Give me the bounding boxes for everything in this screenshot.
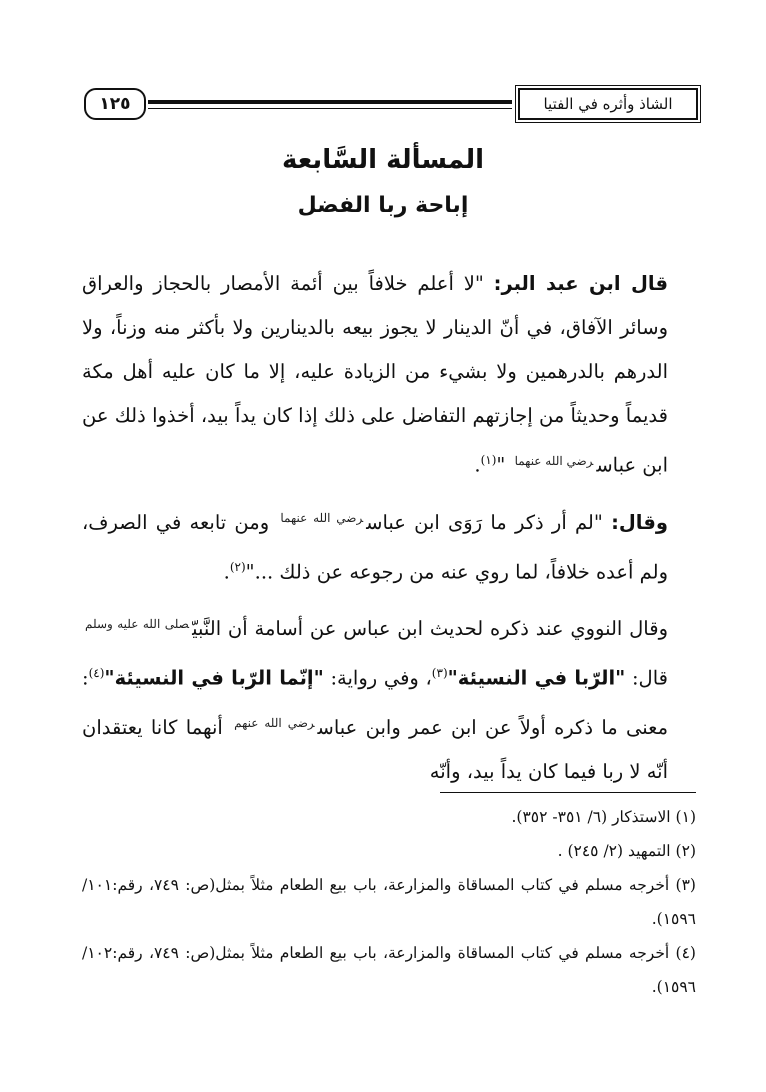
footnote-number: (٣)	[675, 876, 696, 894]
quote-end: "	[496, 453, 512, 477]
body-sentence: ، وفي رواية:	[323, 666, 432, 690]
body-sentence: أنهما كانا يعتقدان أنّه لا ربا فيما كان يداً بيد، وأنّه	[82, 715, 668, 783]
body-sentence: قال:	[625, 666, 668, 690]
footnote-3	[82, 868, 696, 936]
book-title: الشاذ وأثره في الفتيا	[543, 95, 673, 113]
period: .	[474, 453, 481, 477]
honorific: صلى الله عليه وسلم	[85, 617, 190, 631]
honorific: رضي الله عنهما	[280, 510, 364, 525]
footnote-1	[82, 800, 696, 834]
hadith-quote-1: "الرّبا في النسيئة"	[447, 666, 626, 690]
header-rule	[148, 100, 512, 104]
footnotes	[82, 800, 696, 1004]
quote-text: ومن تابعه في الصرف، ولم أعده خلافاً، لما روي عنه من رجوعه عن ذلك ..."	[82, 510, 668, 583]
footnote-text: الاستذكار (٦/ ٣٥١- ٣٥٢).	[511, 808, 671, 826]
paragraph-1	[82, 262, 696, 488]
footnote-number: (١)	[675, 808, 696, 826]
footnote-text: أخرجه مسلم في كتاب المساقاة والمزارعة، باب بيع الطعام مثلاً بمثل(ص: ٧٤٩، رقم:١٠١/ ١٥٩٦).	[82, 876, 696, 928]
header-rule-thin	[148, 108, 512, 109]
honorific: رضي الله عنهما	[514, 453, 594, 468]
page-header	[84, 88, 698, 124]
page-number: ١٢٥	[99, 94, 131, 114]
paragraph-3	[82, 602, 696, 794]
footnote-text: أخرجه مسلم في كتاب المساقاة والمزارعة، باب بيع الطعام مثلاً بمثل(ص: ٧٤٩، رقم:١٠٢/ ١٥٩٦).	[82, 944, 696, 996]
honorific: رضي الله عنهم	[234, 715, 315, 730]
body-sentence: وقال النووي عند ذكره لحديث ابن عباس عن أسامة أن النَّبيّ	[192, 617, 668, 640]
paragraph-2	[82, 496, 696, 595]
quote-text: "لم أر ذكر ما رَوَى ابن عباس	[366, 510, 612, 534]
speaker-qal: وقال:	[611, 510, 668, 534]
footnote-ref-2: (٢)	[229, 559, 246, 574]
body-text	[82, 262, 696, 794]
footnote-ref-4: (٤)	[88, 666, 105, 680]
section-title: المسألة السَّابعة	[281, 145, 484, 175]
footnote-4	[82, 936, 696, 1004]
page-number-box	[84, 88, 146, 120]
hadith-quote-2: "إنّما الرّبا في النسيئة"	[104, 666, 324, 690]
quote-text: "لا أعلم خلافاً بين أئمة الأمصار بالحجاز والعراق وسائر الآفاق، في أنّ الدينار لا يجوز بيعه بالدينارين ولا بأكثر منه وزناً، ولا الدرهم بالدرهمين ولا بشيء من الزيادة عليه، إلا ما كان عليه أهل مكة قديماً وحديثاً من إجازتهم التفاضل على ذلك إذا كان يداً بيد، أخذوا ذلك عن ابن عباس	[82, 272, 668, 477]
footnote-ref-1: (١)	[480, 453, 497, 467]
speaker-ibn-abd-al-barr: قال ابن عبد البر:	[493, 272, 669, 295]
footnote-ref-3: (٣)	[431, 666, 448, 680]
footnote-separator	[440, 792, 696, 793]
footnote-2	[82, 834, 696, 868]
period: .	[223, 560, 230, 583]
footnote-number: (٤)	[675, 944, 696, 962]
footnote-number: (٢)	[675, 842, 696, 860]
section-subtitle: إباحة ربا الفضل	[297, 193, 469, 218]
book-title-box	[518, 88, 698, 120]
body-sentence: : معنى ما ذكره أولاً عن ابن عمر وابن عباس	[82, 666, 669, 739]
footnote-text: التمهيد (٢/ ٢٤٥) .	[557, 842, 671, 860]
